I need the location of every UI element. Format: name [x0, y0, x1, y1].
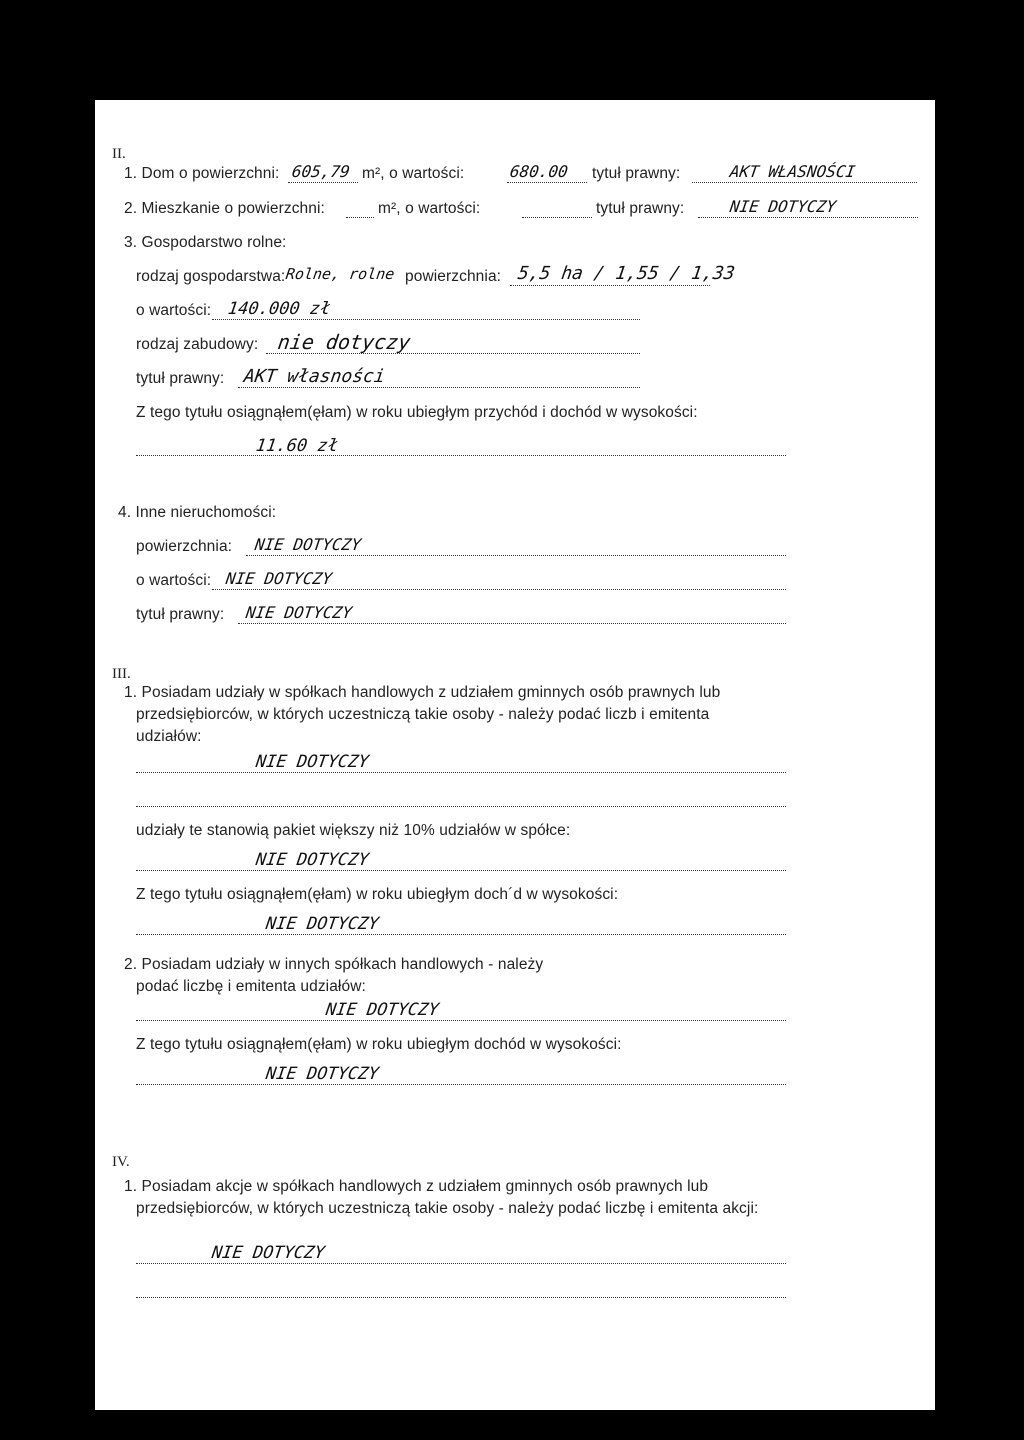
farm-title-value: AKT własności	[242, 366, 387, 387]
other-area-label: powierzchnia:	[136, 538, 233, 555]
dotted-line	[238, 387, 640, 388]
house-value: 680.00	[508, 162, 570, 181]
shares-package-text: udziały te stanowią pakiet większy niż 10% udziałów w spółce:	[136, 822, 571, 839]
dotted-line	[346, 217, 374, 218]
other-value-value: NIE DOTYCZY	[224, 569, 334, 588]
dotted-line	[136, 870, 786, 871]
other-area-value: NIE DOTYCZY	[253, 535, 363, 554]
other-title-label: tytuł prawny:	[136, 606, 225, 623]
stocks-item1-line2: przedsiębiorców, w których uczestniczą takie osoby - należy podać liczbę i emitenta akcji:	[136, 1200, 759, 1217]
shares-item1-line2: przedsiębiorców, w których uczestniczą takie osoby - należy podać liczb i emitenta	[136, 706, 710, 723]
dotted-line	[212, 319, 640, 320]
shares-item2-line2: podać liczbę i emitenta udziałów:	[136, 978, 366, 995]
shares-item2-answer: NIE DOTYCZY	[324, 1000, 440, 1020]
section-2-numeral: II.	[112, 146, 126, 162]
house-unit-label: m², o wartości:	[362, 165, 465, 182]
farm-value-value: 140.000 zł	[226, 299, 332, 319]
dotted-line	[136, 1297, 786, 1298]
dotted-line	[136, 806, 786, 807]
dotted-line	[522, 217, 592, 218]
farm-area-label: powierzchnia:	[405, 268, 502, 285]
other-heading: 4. Inne nieruchomości:	[118, 504, 277, 521]
shares-income2-answer: NIE DOTYCZY	[264, 1064, 380, 1084]
dotted-line	[136, 455, 786, 456]
shares-item2-line1: 2. Posiadam udziały w innych spółkach handlowych - należy	[124, 956, 544, 973]
house-area-label: 1. Dom o powierzchni:	[124, 165, 280, 182]
shares-item1-answer: NIE DOTYCZY	[254, 752, 370, 772]
shares-income2-text: Z tego tytułu osiągnąłem(ęłam) w roku ubiegłym dochód w wysokości:	[136, 1036, 622, 1053]
farm-buildings-label: rodzaj zabudowy:	[136, 336, 259, 353]
dotted-line	[507, 182, 587, 183]
dotted-line	[136, 1020, 786, 1021]
farm-type-label: rodzaj gospodarstwa:	[136, 268, 286, 285]
dotted-line	[238, 623, 786, 624]
shares-income1-answer: NIE DOTYCZY	[264, 914, 380, 934]
farm-area-value: 5,5 ha / 1,55 / 1,33	[516, 263, 737, 284]
house-area-value: 605,79	[290, 162, 352, 181]
shares-item1-line3: udziałów:	[136, 728, 202, 745]
dotted-line	[698, 217, 918, 218]
house-title-label: tytuł prawny:	[592, 165, 681, 182]
shares-item1-line1: 1. Posiadam udziały w spółkach handlowych z udziałem gminnych osób prawnych lub	[124, 684, 721, 701]
flat-title-value: NIE DOTYCZY	[728, 197, 838, 216]
section-4-numeral: IV.	[112, 1154, 130, 1170]
farm-value-label: o wartości:	[136, 302, 212, 319]
shares-income1-text: Z tego tytułu osiągnąłem(ęłam) w roku ubiegłym doch´d w wysokości:	[136, 886, 619, 903]
dotted-line	[692, 182, 917, 183]
flat-area-label: 2. Mieszkanie o powierzchni:	[124, 200, 325, 217]
farm-heading: 3. Gospodarstwo rolne:	[124, 234, 287, 251]
flat-unit-label: m², o wartości:	[378, 200, 481, 217]
flat-title-label: tytuł prawny:	[596, 200, 685, 217]
dotted-line	[212, 589, 786, 590]
other-value-label: o wartości:	[136, 572, 212, 589]
dotted-line	[246, 555, 786, 556]
farm-income-value: 11.60 zł	[254, 436, 340, 456]
stocks-item1-line1: 1. Posiadam akcje w spółkach handlowych z udziałem gminnych osób prawnych lub	[124, 1178, 709, 1195]
farm-type-value: Rolne, rolne	[284, 265, 396, 283]
shares-package-answer: NIE DOTYCZY	[254, 850, 370, 870]
dotted-line	[136, 1084, 786, 1085]
dotted-line	[510, 285, 710, 286]
section-3-numeral: III.	[112, 666, 131, 682]
farm-title-label: tytuł prawny:	[136, 370, 225, 387]
stocks-item1-answer: NIE DOTYCZY	[210, 1243, 326, 1263]
dotted-line	[136, 772, 786, 773]
farm-income-text: Z tego tytułu osiągnąłem(ęłam) w roku ubiegłym przychód i dochód w wysokości:	[136, 404, 698, 421]
dotted-line	[288, 182, 358, 183]
other-title-value: NIE DOTYCZY	[244, 603, 354, 622]
dotted-line	[136, 1263, 786, 1264]
farm-buildings-value: nie dotyczy	[276, 330, 413, 354]
dotted-line	[136, 934, 786, 935]
house-title-value: AKT WŁASNOŚCI	[728, 162, 857, 181]
